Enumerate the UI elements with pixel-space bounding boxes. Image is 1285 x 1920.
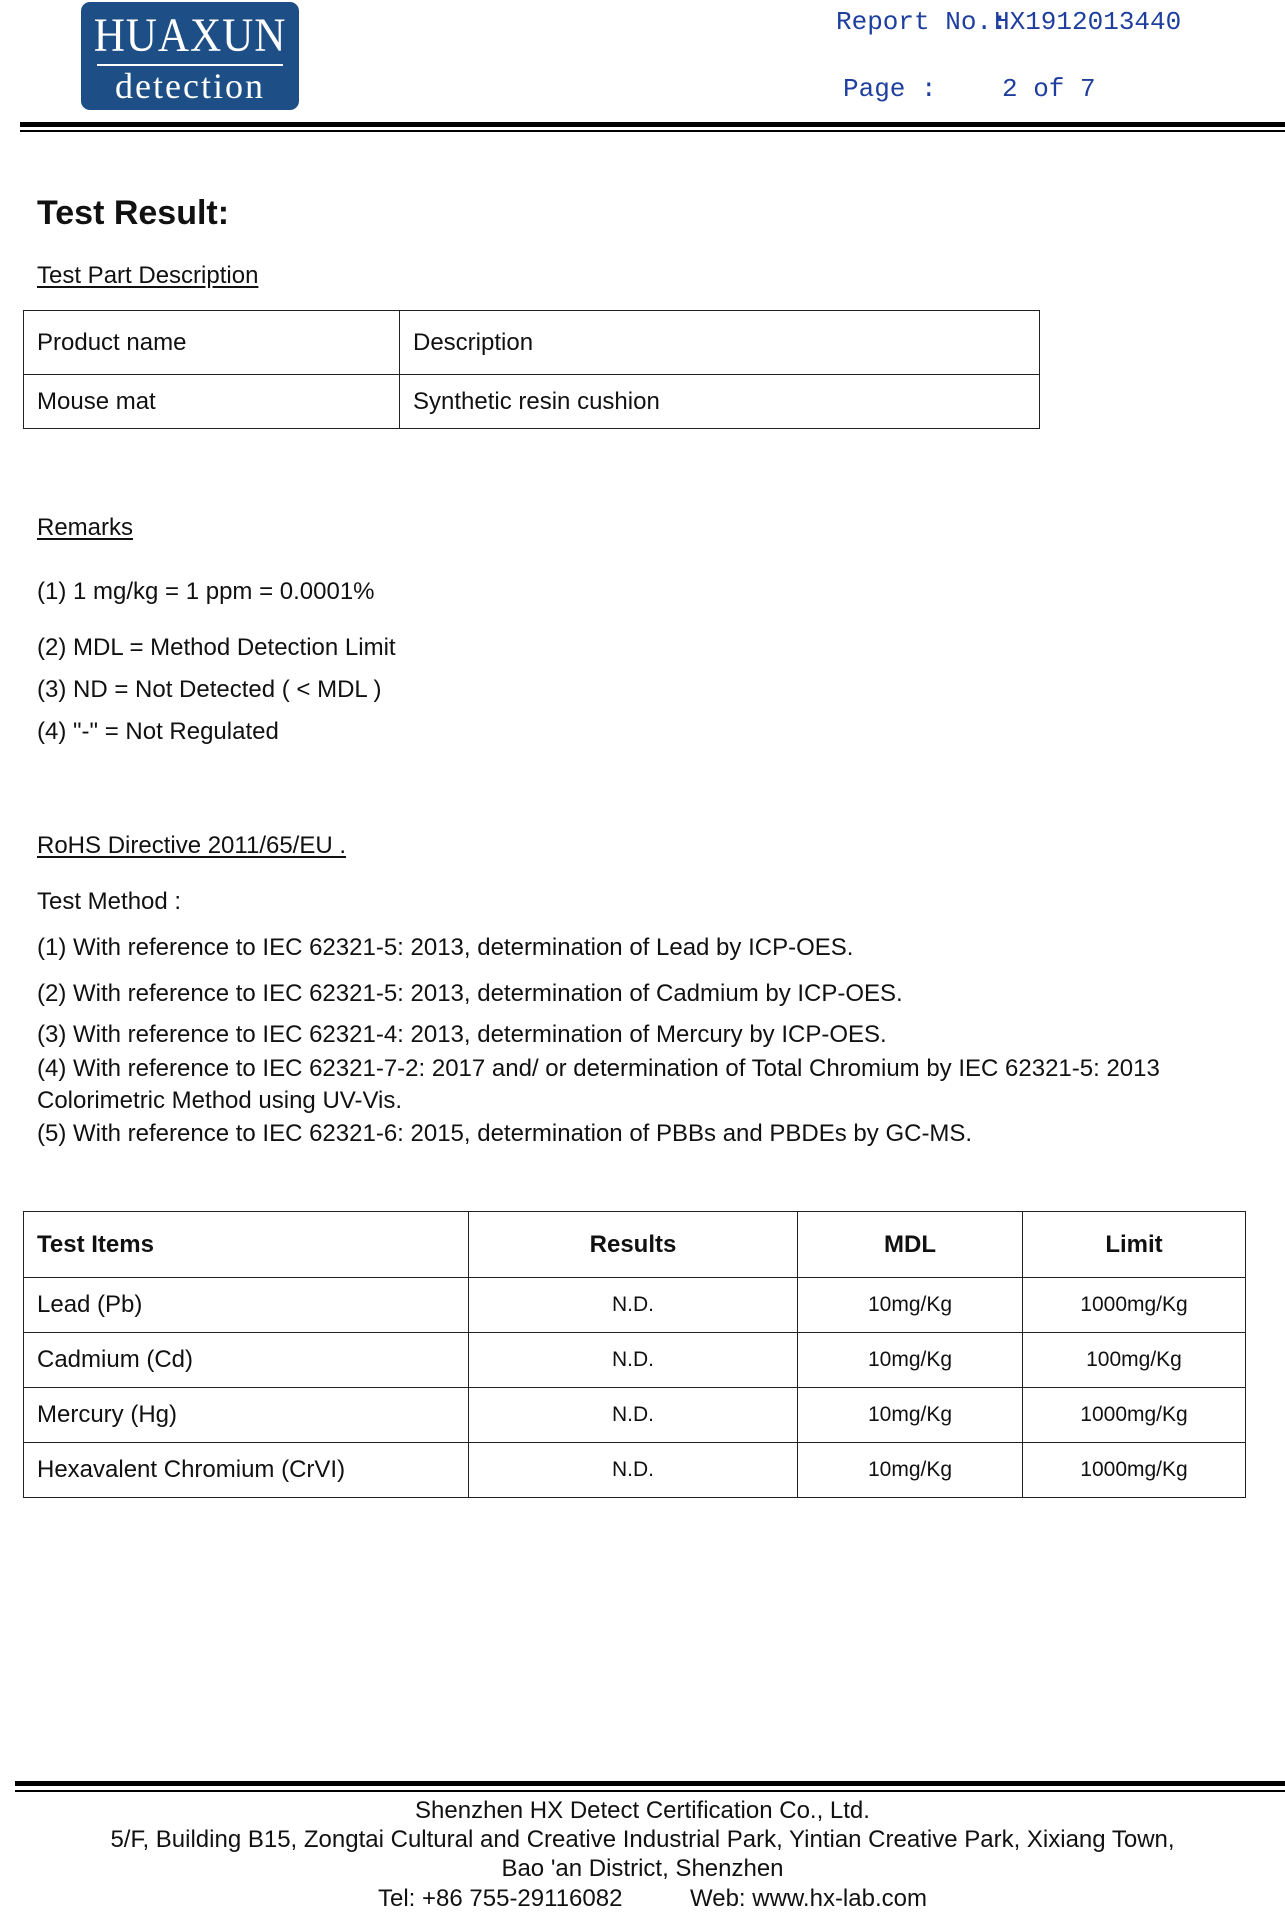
- column-header-results: Results: [469, 1212, 798, 1278]
- footer-address-line1: 5/F, Building B15, Zongtai Cultural and Creative Industrial Park, Yintian Creative Park, Xixiang Town,: [110, 1826, 1175, 1853]
- test-item-cell: Hexavalent Chromium (CrVI): [24, 1443, 469, 1498]
- part-description-table: [23, 310, 1040, 429]
- test-item-cell: Lead (Pb): [24, 1278, 469, 1333]
- test-method-item: (1) With reference to IEC 62321-5: 2013, determination of Lead by ICP-OES.: [37, 934, 854, 961]
- mdl-cell: 10mg/Kg: [798, 1443, 1023, 1498]
- remark-item: (1) 1 mg/kg = 1 ppm = 0.0001%: [37, 578, 375, 605]
- description-cell: Synthetic resin cushion: [400, 375, 1040, 429]
- remarks-heading: Remarks: [37, 514, 134, 541]
- table-row: [24, 375, 1040, 429]
- footer-website: Web: www.hx-lab.com: [690, 1885, 927, 1912]
- page-title: Test Result:: [37, 194, 230, 232]
- part-description-heading: Test Part Description: [37, 262, 259, 289]
- test-method-item: (4) With reference to IEC 62321-7-2: 2017 and/ or determination of Total Chromium by IEC 62321-5: 2013: [37, 1055, 1160, 1082]
- remark-item: (3) ND = Not Detected ( < MDL ): [37, 676, 382, 703]
- test-item-cell: Cadmium (Cd): [24, 1333, 469, 1388]
- mdl-cell: 10mg/Kg: [798, 1333, 1023, 1388]
- product-name-cell: Mouse mat: [24, 375, 400, 429]
- test-method-item: (3) With reference to IEC 62321-4: 2013, determination of Mercury by ICP-OES.: [37, 1021, 887, 1048]
- column-header-limit: Limit: [1023, 1212, 1246, 1278]
- table-row: [24, 1333, 1246, 1388]
- table-row: [24, 1443, 1246, 1498]
- limit-cell: 1000mg/Kg: [1023, 1278, 1246, 1333]
- company-logo: [81, 2, 299, 110]
- result-cell: N.D.: [469, 1333, 798, 1388]
- test-method-item-continued: Colorimetric Method using UV-Vis.: [37, 1087, 403, 1114]
- result-cell: N.D.: [469, 1388, 798, 1443]
- report-number-label: Report No.:: [836, 7, 1008, 37]
- result-cell: N.D.: [469, 1278, 798, 1333]
- test-item-cell: Mercury (Hg): [24, 1388, 469, 1443]
- mdl-cell: 10mg/Kg: [798, 1388, 1023, 1443]
- rohs-heading: RoHS Directive 2011/65/EU .: [37, 832, 347, 859]
- test-method-item: (5) With reference to IEC 62321-6: 2015, determination of PBBs and PBDEs by GC-MS.: [37, 1120, 973, 1147]
- header-divider-thick: [20, 122, 1285, 127]
- footer-telephone: Tel: +86 755-29116082: [378, 1885, 623, 1912]
- footer-company-name: Shenzhen HX Detect Certification Co., Ltd.: [415, 1797, 870, 1824]
- remark-item: (2) MDL = Method Detection Limit: [37, 634, 396, 661]
- table-header-row: [24, 1212, 1246, 1278]
- test-method-item: (2) With reference to IEC 62321-5: 2013, determination of Cadmium by ICP-OES.: [37, 980, 903, 1007]
- report-number-value: HX1912013440: [994, 7, 1182, 37]
- limit-cell: 1000mg/Kg: [1023, 1443, 1246, 1498]
- footer-divider-thin: [15, 1790, 1285, 1792]
- mdl-cell: 10mg/Kg: [798, 1278, 1023, 1333]
- column-header-product-name: Product name: [24, 311, 400, 375]
- header-divider-thin: [20, 130, 1285, 132]
- limit-cell: 100mg/Kg: [1023, 1333, 1246, 1388]
- footer-divider-thick: [15, 1781, 1285, 1786]
- table-header-row: [24, 311, 1040, 375]
- remark-item: (4) "-" = Not Regulated: [37, 718, 279, 745]
- table-row: [24, 1278, 1246, 1333]
- limit-cell: 1000mg/Kg: [1023, 1388, 1246, 1443]
- test-results-table: [23, 1211, 1246, 1498]
- column-header-test-items: Test Items: [24, 1212, 469, 1278]
- footer-address-line2: Bao 'an District, Shenzhen: [501, 1855, 784, 1882]
- column-header-description: Description: [400, 311, 1040, 375]
- logo-wordmark-top: HUAXUN: [93, 9, 287, 62]
- test-method-label: Test Method :: [37, 888, 182, 915]
- result-cell: N.D.: [469, 1443, 798, 1498]
- logo-wordmark-bottom: detection: [115, 66, 265, 106]
- table-row: [24, 1388, 1246, 1443]
- column-header-mdl: MDL: [798, 1212, 1023, 1278]
- page-number-value: 2 of 7: [1002, 74, 1096, 104]
- page-label: Page :: [843, 74, 937, 104]
